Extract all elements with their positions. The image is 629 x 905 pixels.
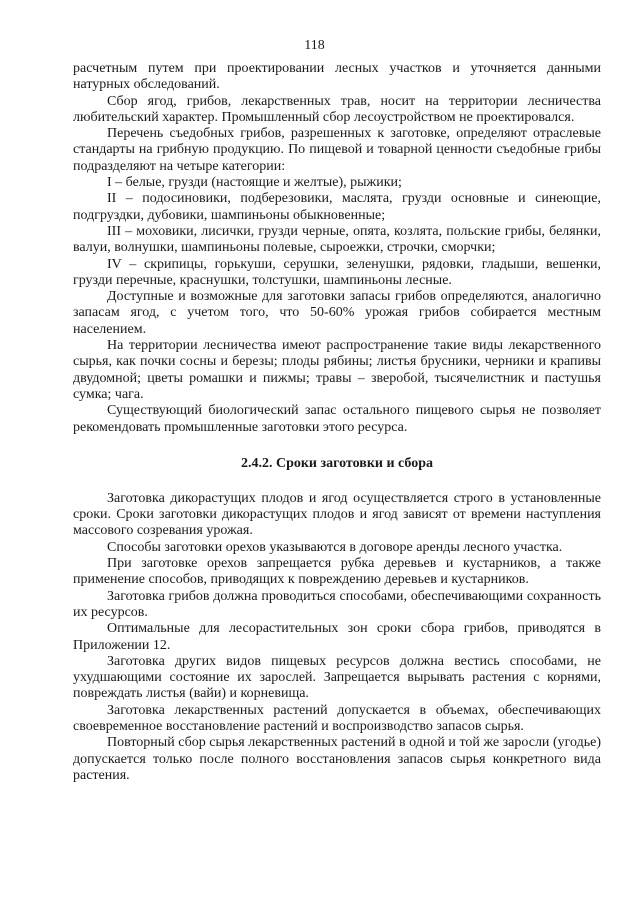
paragraph-continuation: расчетным путем при проектировании лесных участков и уточняется данными натурных обследований. — [73, 61, 601, 93]
paragraph-collection-note: Сбор ягод, грибов, лекарственных трав, носит на территории лесничества любительский характер. Промышленный сбор лесоустройством не проектировался. — [73, 93, 601, 125]
paragraph-mushroom-categories-intro: Перечень съедобных грибов, разрешенных к заготовке, определяют отраслевые стандарты на грибную продукцию. По пищевой и товарной ценности съедобные грибы подразделяют на четыре категории: — [73, 126, 601, 174]
paragraph-harvest-timing: Заготовка дикорастущих плодов и ягод осуществляется строго в установленные сроки. Сроки заготовки дикорастущих плодов и ягод зависят от времени наступления массового созревания урожая. — [73, 490, 601, 539]
paragraph-nut-restrictions: При заготовке орехов запрещается рубка деревьев и кустарников, а также применение способов, приводящих к повреждению деревьев и кустарников. — [73, 556, 601, 588]
paragraph-repeat-collection: Повторный сбор сырья лекарственных растений в одной и той же заросли (угодье) допускается только после полного восстановления запасов сырья конкретного вида растения. — [73, 735, 601, 783]
mushroom-category-4: IV – скрипицы, горькуши, серушки, зеленушки, рядовки, гладыши, вешенки, грузди перечные, краснушки, толстушки, шампиньоны лесные. — [73, 256, 601, 288]
page-content — [73, 61, 601, 784]
paragraph-food-raw-materials: Существующий биологический запас остального пищевого сырья не позволяет рекомендовать промышленные заготовки этого ресурса. — [73, 403, 601, 435]
paragraph-mushroom-harvest: Заготовка грибов должна проводиться способами, обеспечивающими сохранность их ресурсов. — [73, 588, 601, 620]
mushroom-category-3: III – моховики, лисички, грузди черные, опята, козлята, польские грибы, белянки, валуи, волнушки, шампиньоны полевые, сыроежки, строчки, сморчки; — [73, 223, 601, 256]
mushroom-category-1: I – белые, грузди (настоящие и желтые), рыжики; — [107, 175, 402, 191]
paragraph-nut-methods: Способы заготовки орехов указываются в договоре аренды лесного участка. — [107, 539, 563, 555]
paragraph-other-food-resources: Заготовка других видов пищевых ресурсов должна вестись способами, не ухудшающими состояние их зарослей. Запрещается вырывать растения с корнями, повреждать листья (вайи) и корневища. — [73, 653, 601, 702]
paragraph-medicinal-volumes: Заготовка лекарственных растений допускается в объемах, обеспечивающих своевременное восстановление растений и воспроизводство запасов сырья. — [73, 702, 601, 734]
paragraph-mushroom-terms: Оптимальные для лесорастительных зон сроки сбора грибов, приводятся в Приложении 12. — [73, 621, 601, 653]
paragraph-medicinal-raw-materials: На территории лесничества имеют распространение такие виды лекарственного сырья, как почки сосны и березы; плоды рябины; листья брусники, черники и крапивы двудомной; цветы ромашки и пижмы; травы – зверобой, тысячелистник и пастушья сумка; чага. — [73, 338, 601, 402]
mushroom-category-2: II – подосиновики, подберезовики, маслята, грузди основные и синеющие, подгруздки, дубовики, шампиньоны обыкновенные; — [73, 191, 601, 223]
section-heading: 2.4.2. Сроки заготовки и сбора — [240, 455, 434, 471]
page-number: 118 — [304, 38, 325, 53]
paragraph-mushroom-reserves: Доступные и возможные для заготовки запасы грибов определяются, аналогично запасам ягод, с учетом того, что 50-60% урожая грибов собирается местным населением. — [73, 289, 601, 337]
